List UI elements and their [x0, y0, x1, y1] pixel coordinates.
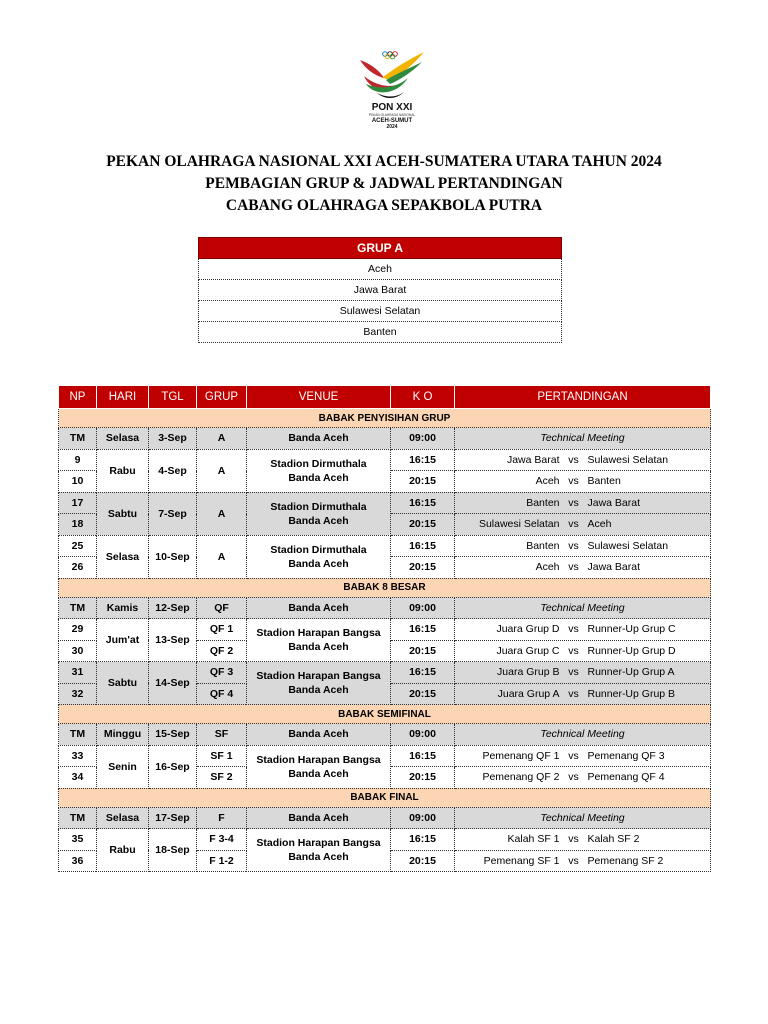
- vs-label: vs: [568, 833, 579, 846]
- technical-meeting-row: [59, 807, 711, 829]
- match-cell: [455, 514, 711, 536]
- svg-text:PON XXI: PON XXI: [371, 102, 413, 113]
- home-team: Pemenang QF 1: [482, 749, 560, 762]
- home-team: Juara Grup C: [496, 644, 560, 657]
- match-row: [59, 619, 711, 641]
- vs-label: vs: [568, 496, 579, 509]
- home-team: Banten: [526, 496, 560, 509]
- grup-cell: A: [197, 428, 247, 450]
- hari-cell: Jum'at: [97, 619, 149, 662]
- grup-cell: A: [197, 449, 247, 492]
- np-cell: 35: [59, 829, 97, 851]
- np-cell: TM: [59, 428, 97, 450]
- match-cell: Technical Meeting: [455, 724, 711, 746]
- title-line-2: PEMBAGIAN GRUP & JADWAL PERTANDINGAN: [205, 175, 563, 192]
- np-cell: 26: [59, 557, 97, 579]
- match-cell: [455, 471, 711, 493]
- venue-name: Stadion Dirmuthala: [270, 500, 367, 513]
- away-team: Pemenang SF 2: [587, 854, 664, 867]
- group-team: Aceh: [199, 259, 562, 280]
- tgl-cell: 4-Sep: [149, 449, 197, 492]
- col-tgl: TGL: [149, 386, 197, 409]
- title-line-1: PEKAN OLAHRAGA NASIONAL XXI ACEH-SUMATERA UTARA TAHUN 2024: [106, 153, 662, 170]
- match-row: [59, 492, 711, 514]
- grup-cell: F: [197, 807, 247, 829]
- hari-cell: Senin: [97, 745, 149, 788]
- venue-name: Stadion Dirmuthala: [270, 543, 367, 556]
- venue-cell: [247, 492, 391, 535]
- match-cell: [455, 557, 711, 579]
- stage-row: [59, 409, 711, 428]
- away-team: Runner-Up Grup B: [587, 687, 676, 700]
- home-team: Juara Grup B: [497, 666, 560, 679]
- away-team: Kalah SF 2: [587, 833, 640, 846]
- vs-label: vs: [568, 749, 579, 762]
- ko-cell: 16:15: [391, 535, 455, 557]
- np-cell: 30: [59, 640, 97, 662]
- np-cell: TM: [59, 807, 97, 829]
- away-team: Sulawesi Selatan: [587, 539, 669, 552]
- grup-cell: QF 2: [197, 640, 247, 662]
- np-cell: 33: [59, 745, 97, 767]
- ko-cell: 09:00: [391, 428, 455, 450]
- venue-city: Banda Aceh: [288, 684, 349, 696]
- home-team: Aceh: [535, 475, 560, 488]
- grup-cell: F 1-2: [197, 850, 247, 872]
- match-row: [59, 745, 711, 767]
- match-cell: [455, 683, 711, 705]
- venue-city: Banda Aceh: [288, 471, 349, 484]
- grup-cell: SF 1: [197, 745, 247, 767]
- venue-city: Banda Aceh: [288, 767, 349, 780]
- home-team: Banten: [526, 539, 560, 552]
- vs-label: vs: [568, 453, 579, 466]
- stage-row: [59, 788, 711, 807]
- np-cell: 34: [59, 767, 97, 789]
- ko-cell: 16:15: [391, 829, 455, 851]
- venue-cell: Banda Aceh: [247, 428, 391, 450]
- away-team: Jawa Barat: [587, 496, 641, 509]
- hari-cell: Sabtu: [97, 662, 149, 705]
- tgl-cell: 12-Sep: [149, 597, 197, 619]
- venue-cell: [247, 662, 391, 705]
- venue-cell: [247, 829, 391, 872]
- svg-text:ACEH-SUMUT: ACEH-SUMUT: [371, 118, 413, 124]
- ko-cell: 20:15: [391, 850, 455, 872]
- home-team: Aceh: [535, 561, 560, 574]
- vs-label: vs: [568, 518, 579, 531]
- ko-cell: 20:15: [391, 514, 455, 536]
- stage-label: BABAK SEMIFINAL: [59, 705, 711, 724]
- ko-cell: 16:15: [391, 619, 455, 641]
- grup-cell: QF: [197, 597, 247, 619]
- venue-cell: [247, 745, 391, 788]
- group-team: Jawa Barat: [199, 280, 562, 301]
- away-team: Runner-Up Grup D: [587, 644, 676, 657]
- venue-name: Stadion Harapan Bangsa: [256, 627, 381, 639]
- home-team: Pemenang SF 1: [483, 854, 560, 867]
- match-cell: [455, 745, 711, 767]
- match-cell: [455, 850, 711, 872]
- hari-cell: Rabu: [97, 829, 149, 872]
- tgl-cell: 3-Sep: [149, 428, 197, 450]
- svg-text:PEKAN OLAHRAGA NASIONAL: PEKAN OLAHRAGA NASIONAL: [368, 113, 416, 117]
- group-a-table: [198, 237, 562, 343]
- match-cell: Technical Meeting: [455, 597, 711, 619]
- hari-cell: Sabtu: [97, 492, 149, 535]
- venue-name: Stadion Harapan Bangsa: [256, 837, 381, 849]
- ko-cell: 16:15: [391, 449, 455, 471]
- ko-cell: 16:15: [391, 492, 455, 514]
- np-cell: 31: [59, 662, 97, 684]
- match-cell: Technical Meeting: [455, 807, 711, 829]
- match-cell: [455, 829, 711, 851]
- grup-cell: QF 3: [197, 662, 247, 684]
- schedule-header-row: [59, 386, 711, 409]
- grup-cell: QF 1: [197, 619, 247, 641]
- grup-cell: A: [197, 535, 247, 578]
- np-cell: 17: [59, 492, 97, 514]
- home-team: Kalah SF 1: [507, 833, 560, 846]
- col-grup: GRUP: [197, 386, 247, 409]
- away-team: Runner-Up Grup A: [587, 666, 675, 679]
- away-team: Banten: [587, 475, 621, 488]
- match-cell: [455, 449, 711, 471]
- venue-name: Stadion Harapan Bangsa: [256, 753, 381, 766]
- ko-cell: 16:15: [391, 662, 455, 684]
- tgl-cell: 18-Sep: [149, 829, 197, 872]
- group-team: Banten: [199, 322, 562, 343]
- tgl-cell: 13-Sep: [149, 619, 197, 662]
- away-team: Sulawesi Selatan: [587, 453, 669, 466]
- venue-name: Stadion Harapan Bangsa: [256, 670, 381, 682]
- col-hari: HARI: [97, 386, 149, 409]
- hari-cell: Rabu: [97, 449, 149, 492]
- grup-cell: F 3-4: [197, 829, 247, 851]
- home-team: Juara Grup A: [497, 687, 560, 700]
- away-team: Jawa Barat: [587, 561, 641, 574]
- ko-cell: 20:15: [391, 683, 455, 705]
- venue-name: Stadion Dirmuthala: [270, 457, 367, 470]
- match-cell: [455, 619, 711, 641]
- venue-cell: Banda Aceh: [247, 597, 391, 619]
- tgl-cell: 7-Sep: [149, 492, 197, 535]
- venue-city: Banda Aceh: [288, 557, 349, 570]
- away-team: Aceh: [587, 518, 612, 531]
- home-team: Jawa Barat: [506, 453, 560, 466]
- match-cell: [455, 492, 711, 514]
- match-row: [59, 662, 711, 684]
- hari-cell: Selasa: [97, 428, 149, 450]
- hari-cell: Kamis: [97, 597, 149, 619]
- np-cell: 29: [59, 619, 97, 641]
- ko-cell: 09:00: [391, 724, 455, 746]
- venue-cell: [247, 535, 391, 578]
- match-row: [59, 449, 711, 471]
- stage-label: BABAK PENYISIHAN GRUP: [59, 409, 711, 428]
- ko-cell: 09:00: [391, 807, 455, 829]
- technical-meeting-row: [59, 724, 711, 746]
- stage-row: [59, 578, 711, 597]
- col-venue: VENUE: [247, 386, 391, 409]
- venue-city: Banda Aceh: [288, 641, 349, 653]
- away-team: Runner-Up Grup C: [587, 623, 676, 636]
- ko-cell: 20:15: [391, 640, 455, 662]
- hari-cell: Selasa: [97, 807, 149, 829]
- group-title: GRUP A: [199, 238, 562, 259]
- tgl-cell: 16-Sep: [149, 745, 197, 788]
- ko-cell: 20:15: [391, 557, 455, 579]
- home-team: Juara Grup D: [496, 623, 560, 636]
- tgl-cell: 15-Sep: [149, 724, 197, 746]
- match-cell: [455, 767, 711, 789]
- match-cell: Technical Meeting: [455, 428, 711, 450]
- ko-cell: 20:15: [391, 767, 455, 789]
- vs-label: vs: [568, 623, 579, 636]
- np-cell: 32: [59, 683, 97, 705]
- col-pertandingan: PERTANDINGAN: [455, 386, 711, 409]
- np-cell: 18: [59, 514, 97, 536]
- hari-cell: Selasa: [97, 535, 149, 578]
- ko-cell: 20:15: [391, 471, 455, 493]
- col-ko: K O: [391, 386, 455, 409]
- vs-label: vs: [568, 475, 579, 488]
- match-cell: [455, 535, 711, 557]
- venue-cell: Banda Aceh: [247, 807, 391, 829]
- match-row: [59, 535, 711, 557]
- technical-meeting-row: [59, 428, 711, 450]
- ko-cell: 09:00: [391, 597, 455, 619]
- home-team: Pemenang QF 2: [482, 771, 560, 784]
- title-line-3: CABANG OLAHRAGA SEPAKBOLA PUTRA: [225, 197, 543, 214]
- match-cell: [455, 640, 711, 662]
- tgl-cell: 17-Sep: [149, 807, 197, 829]
- stage-label: BABAK 8 BESAR: [59, 578, 711, 597]
- stage-label: BABAK FINAL: [59, 788, 711, 807]
- pon-xxi-logo: [356, 48, 428, 134]
- technical-meeting-row: [59, 597, 711, 619]
- vs-label: vs: [568, 687, 579, 700]
- match-row: [59, 829, 711, 851]
- venue-cell: [247, 619, 391, 662]
- away-team: Pemenang QF 4: [587, 771, 665, 784]
- olympic-rings-icon: [383, 52, 398, 59]
- np-cell: 36: [59, 850, 97, 872]
- home-team: Sulawesi Selatan: [478, 518, 560, 531]
- group-team: Sulawesi Selatan: [199, 301, 562, 322]
- np-cell: 25: [59, 535, 97, 557]
- np-cell: 10: [59, 471, 97, 493]
- venue-cell: [247, 449, 391, 492]
- grup-cell: QF 4: [197, 683, 247, 705]
- vs-label: vs: [568, 771, 579, 784]
- grup-cell: SF 2: [197, 767, 247, 789]
- venue-cell: Banda Aceh: [247, 724, 391, 746]
- col-np: NP: [59, 386, 97, 409]
- np-cell: TM: [59, 724, 97, 746]
- vs-label: vs: [568, 666, 579, 679]
- np-cell: 9: [59, 449, 97, 471]
- np-cell: TM: [59, 597, 97, 619]
- venue-city: Banda Aceh: [288, 514, 349, 527]
- grup-cell: A: [197, 492, 247, 535]
- hari-cell: Minggu: [97, 724, 149, 746]
- vs-label: vs: [568, 539, 579, 552]
- tgl-cell: 10-Sep: [149, 535, 197, 578]
- stage-row: [59, 705, 711, 724]
- vs-label: vs: [568, 561, 579, 574]
- away-team: Pemenang QF 3: [587, 749, 665, 762]
- grup-cell: SF: [197, 724, 247, 746]
- venue-city: Banda Aceh: [288, 851, 349, 863]
- vs-label: vs: [568, 644, 579, 657]
- match-cell: [455, 662, 711, 684]
- schedule-table: [58, 385, 711, 872]
- ko-cell: 16:15: [391, 745, 455, 767]
- svg-text:2024: 2024: [386, 124, 398, 130]
- tgl-cell: 14-Sep: [149, 662, 197, 705]
- vs-label: vs: [568, 854, 579, 867]
